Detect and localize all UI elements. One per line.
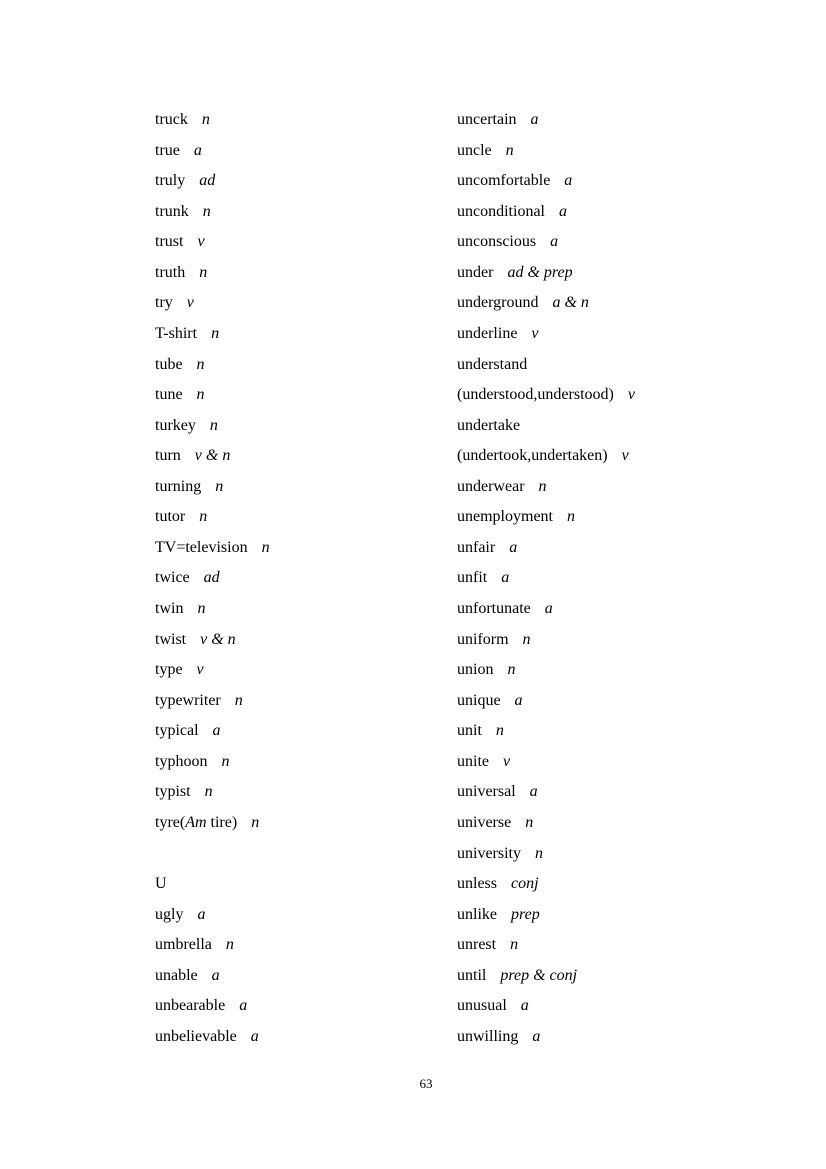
entry-word: trunk: [155, 202, 189, 220]
entry-pos: a: [564, 172, 573, 190]
entry-row: [457, 502, 635, 533]
entry-word: universal: [457, 783, 516, 801]
entry-word: type: [155, 661, 183, 679]
entry-row: [457, 350, 635, 381]
entry-word: turn: [155, 447, 181, 465]
entry-word: umbrella: [155, 936, 212, 954]
entry-word: unbelievable: [155, 1027, 237, 1045]
entry-row: [457, 716, 635, 747]
entry-pos: n: [201, 111, 210, 128]
entry-row: [457, 380, 635, 411]
entry-word: [155, 814, 237, 831]
entry-word: unbearable: [155, 997, 226, 1015]
entry-pos: n: [234, 691, 243, 709]
entry-pos: n: [261, 538, 270, 556]
entry-word: twice: [155, 569, 190, 587]
entry-pos: a: [544, 600, 553, 617]
entry-word: undertake: [457, 416, 521, 434]
entry-word-italic-part: Am: [185, 813, 207, 831]
entry-pos: n: [196, 355, 205, 373]
entry-pos: n: [510, 936, 519, 954]
entry-row: [155, 961, 270, 992]
entry-row: [457, 472, 635, 503]
entry-row: [457, 105, 635, 136]
entry-pos: a: [514, 691, 523, 709]
entry-pos: v: [627, 386, 635, 404]
entry-row: [155, 227, 270, 258]
entry-word: unite: [457, 752, 489, 770]
section-letter: [155, 869, 270, 900]
entry-pos: v & n: [194, 447, 231, 465]
entry-pos: n: [204, 783, 213, 801]
entry-pos: prep & conj: [500, 966, 578, 984]
entry-row: [155, 502, 270, 533]
entry-row: [155, 930, 270, 961]
entry-row: [457, 625, 635, 656]
entry-word: uncertain: [457, 111, 517, 128]
entry-pos: a: [211, 966, 220, 984]
entry-pos: n: [221, 752, 230, 770]
entry-word: (understood,understood): [457, 386, 614, 404]
entry-word: true: [155, 141, 180, 159]
entry-row: [155, 594, 270, 625]
entry-row: [457, 747, 635, 778]
entry-word: until: [457, 966, 487, 984]
entry-pos: n: [507, 661, 516, 679]
entry-row: [457, 930, 635, 961]
entry-row: [457, 441, 635, 472]
entry-word: typist: [155, 783, 191, 801]
entry-pos: v: [621, 447, 629, 465]
entry-word-part: tyre(: [155, 813, 186, 831]
entry-row: [457, 686, 635, 717]
entry-pos: n: [522, 630, 531, 648]
entry-row: [155, 380, 270, 411]
entry-word: unable: [155, 966, 198, 984]
entry-word: unrest: [457, 936, 497, 954]
entry-word: unwilling: [457, 1027, 519, 1045]
entry-word: tube: [155, 355, 183, 373]
entry-row: [457, 166, 635, 197]
entry-row: [155, 808, 270, 839]
entry-pos: n: [525, 813, 534, 831]
entry-row: [155, 288, 270, 319]
entry-word: TV=television: [155, 538, 248, 556]
entry-pos: v: [503, 752, 511, 770]
entry-word: unlike: [457, 905, 497, 923]
entry-pos: a: [520, 997, 529, 1015]
entry-pos: a: [197, 905, 206, 923]
entry-word: underline: [457, 324, 518, 342]
entry-word: uncomfortable: [457, 172, 551, 190]
vocab-column-left: [155, 105, 270, 1052]
entry-row: [155, 747, 270, 778]
entry-row: [155, 716, 270, 747]
entry-pos: n: [251, 813, 260, 831]
entry-row: [457, 197, 635, 228]
entry-pos: n: [535, 844, 543, 862]
entry-pos: n: [566, 508, 575, 526]
entry-row: [457, 563, 635, 594]
entry-row: [457, 991, 635, 1022]
entry-row: [155, 441, 270, 472]
entry-row: [457, 227, 635, 258]
entry-word: turkey: [155, 416, 196, 434]
entry-row: [155, 533, 270, 564]
entry-word: tutor: [155, 508, 186, 526]
entry-word: truly: [155, 172, 186, 190]
entry-word: unfair: [457, 538, 496, 556]
page-number: 63: [419, 1076, 433, 1091]
entry-word: truth: [155, 263, 186, 281]
entry-pos: ad: [199, 172, 216, 190]
entry-word: universe: [457, 813, 512, 831]
entry-word: university: [457, 844, 521, 862]
entry-word: typhoon: [155, 752, 208, 770]
entry-row: [457, 777, 635, 808]
entry-row: [155, 625, 270, 656]
entry-row: [155, 900, 270, 931]
entry-pos: n: [215, 477, 224, 495]
entry-pos: n: [495, 722, 504, 740]
entry-pos: a: [532, 1027, 541, 1045]
entry-word: trust: [155, 233, 184, 251]
entry-word: typical: [155, 722, 199, 740]
entry-word: twin: [155, 600, 184, 617]
entry-row: [155, 655, 270, 686]
entry-pos: ad: [203, 569, 220, 587]
entry-word: try: [155, 294, 173, 312]
entry-word: ugly: [155, 905, 184, 923]
entry-word: unemployment: [457, 508, 553, 526]
entry-word: union: [457, 661, 494, 679]
entry-word: typewriter: [155, 691, 221, 709]
entry-word: uncle: [457, 141, 492, 159]
entry-pos: a: [529, 783, 538, 801]
entry-row: [457, 136, 635, 167]
entry-row: [155, 777, 270, 808]
entry-word: (undertook,undertaken): [457, 447, 608, 465]
vocab-column-right: [457, 105, 635, 1052]
entry-pos: n: [225, 936, 234, 954]
entry-pos: n: [199, 508, 208, 526]
entry-pos: v: [186, 294, 194, 312]
entry-pos: v: [197, 233, 205, 251]
entry-pos: n: [538, 477, 547, 495]
entry-pos: v: [196, 661, 204, 679]
entry-pos: n: [197, 600, 206, 617]
entry-word: understand: [457, 355, 528, 373]
entry-row: [155, 105, 270, 136]
entry-word: unconditional: [457, 202, 545, 220]
entry-pos: n: [196, 386, 205, 404]
entry-word: U: [155, 875, 167, 893]
entry-word: turning: [155, 477, 202, 495]
entry-pos: n: [199, 263, 208, 281]
entry-row: [457, 258, 635, 289]
entry-pos: v: [531, 324, 539, 342]
entry-pos: a: [250, 1027, 259, 1045]
entry-word: unit: [457, 722, 482, 740]
entry-pos: conj: [511, 875, 539, 893]
entry-pos: n: [202, 202, 211, 220]
entry-row: [155, 411, 270, 442]
entry-row: [457, 594, 635, 625]
entry-word: unconscious: [457, 233, 537, 251]
entry-row: [155, 319, 270, 350]
entry-pos: prep: [511, 905, 540, 923]
entry-word: truck: [155, 111, 188, 128]
entry-word-part: tire): [206, 813, 238, 831]
entry-row: [155, 563, 270, 594]
entry-word: unusual: [457, 997, 507, 1015]
entry-pos: a: [530, 111, 539, 128]
entry-row: [155, 197, 270, 228]
entry-word: underwear: [457, 477, 525, 495]
entry-word: twist: [155, 630, 187, 648]
entry-pos: ad & prep: [507, 263, 573, 281]
entry-word: T-shirt: [155, 324, 198, 342]
entry-row: [457, 869, 635, 900]
entry-row: [457, 900, 635, 931]
entry-row: [155, 991, 270, 1022]
entry-row: [155, 136, 270, 167]
blank-line: [155, 839, 270, 870]
entry-pos: a: [239, 997, 248, 1015]
entry-row: [155, 686, 270, 717]
entry-pos: v & n: [200, 630, 236, 648]
entry-row: [457, 655, 635, 686]
entry-row: [457, 839, 635, 870]
entry-row: [457, 808, 635, 839]
entry-word: unless: [457, 875, 497, 893]
entry-pos: n: [505, 141, 514, 159]
entry-word: uniform: [457, 630, 509, 648]
entry-pos: a: [212, 722, 221, 740]
entry-pos: a: [509, 538, 518, 556]
entry-pos: a: [501, 569, 510, 587]
entry-row: [457, 961, 635, 992]
entry-row: [155, 350, 270, 381]
entry-row: [155, 258, 270, 289]
entry-row: [457, 1022, 635, 1053]
entry-word: unfortunate: [457, 600, 531, 617]
entry-pos: a: [193, 141, 202, 159]
entry-row: [457, 533, 635, 564]
entry-pos: n: [211, 324, 220, 342]
entry-word: unique: [457, 691, 501, 709]
entry-row: [155, 1022, 270, 1053]
entry-pos: n: [209, 416, 218, 434]
entry-pos: a: [558, 202, 567, 220]
entry-word: tune: [155, 386, 183, 404]
entry-row: [457, 411, 635, 442]
entry-word: under: [457, 263, 494, 281]
entry-pos: a: [550, 233, 559, 251]
entry-word: unfit: [457, 569, 488, 587]
entry-row: [155, 166, 270, 197]
entry-pos: a & n: [552, 294, 589, 312]
entry-row: [155, 472, 270, 503]
entry-row: [457, 288, 635, 319]
entry-row: [457, 319, 635, 350]
entry-word: underground: [457, 294, 539, 312]
